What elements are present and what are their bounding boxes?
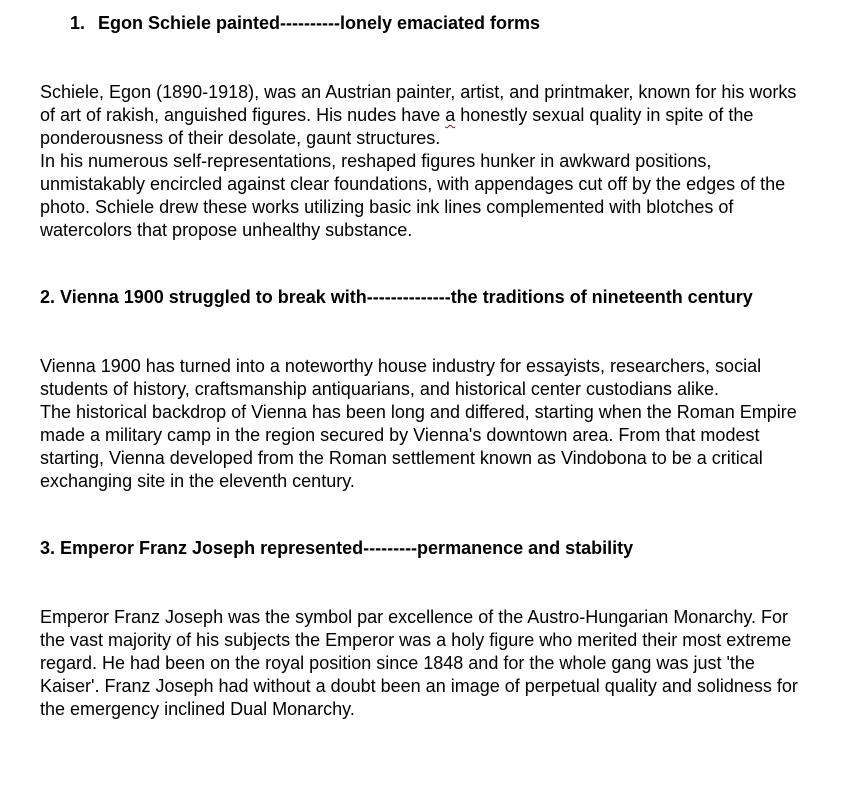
heading-3-text: Emperor Franz Joseph represented---------permanence and stability	[60, 538, 634, 558]
heading-2-text: Vienna 1900 struggled to break with--------------the traditions of nineteenth century	[60, 287, 753, 307]
paragraph: The historical backdrop of Vienna has been long and differed, starting when the Roman Empire made a military camp in the region secured by Vienna's downtown area. From that modest starting, Vienna developed from the Roman settlement known as Vindobona to be a critical exchanging site in the eleventh century.	[40, 402, 797, 491]
section-schiele	[40, 12, 810, 242]
heading-2-number: 2.	[40, 287, 56, 307]
paragraph-text: honestly sexual quality in spite of the ponderousness of their desolate, gaunt structures.	[40, 105, 754, 148]
section-2-body	[40, 355, 810, 493]
heading-1-text: Egon Schiele painted----------lonely emaciated forms	[98, 13, 541, 33]
paragraph: Emperor Franz Joseph was the symbol par excellence of the Austro-Hungarian Monarchy. For the vast majority of his subjects the Emperor was a holy figure who merited their most extreme regard. He had been on the royal position since 1848 and for the whole gang was just 'the Kaiser'. Franz Joseph had without a doubt been an image of perpetual quality and solidness for the emergency inclined Dual Monarchy.	[40, 607, 798, 719]
section-franz-joseph	[40, 537, 810, 721]
section-2-heading	[40, 286, 810, 309]
spellcheck-flagged-word: a	[445, 105, 456, 125]
paragraph-text: Schiele, Egon (1890-1918), was an Austrian painter, artist, and printmaker, known for his works of art of rakish, anguished figures. His nudes have	[40, 82, 797, 125]
paragraph: In his numerous self-representations, reshaped figures hunker in awkward positions, unmistakably encircled against clear foundations, with appendages cut off by the edges of the photo. Schiele drew these works utilizing basic ink lines complemented with blotches of watercolors that propose unhealthy substance.	[40, 151, 786, 240]
section-1-heading	[40, 12, 810, 35]
paragraph	[40, 81, 810, 150]
section-vienna	[40, 286, 810, 493]
heading-1-number: 1.	[70, 13, 86, 33]
heading-3-number: 3.	[40, 538, 56, 558]
section-3-body	[40, 606, 810, 721]
section-1-body	[40, 81, 810, 242]
section-3-heading	[40, 537, 810, 560]
paragraph: Vienna 1900 has turned into a noteworthy house industry for essayists, researchers, social students of history, craftsmanship antiquarians, and historical center custodians alike.	[40, 356, 762, 399]
